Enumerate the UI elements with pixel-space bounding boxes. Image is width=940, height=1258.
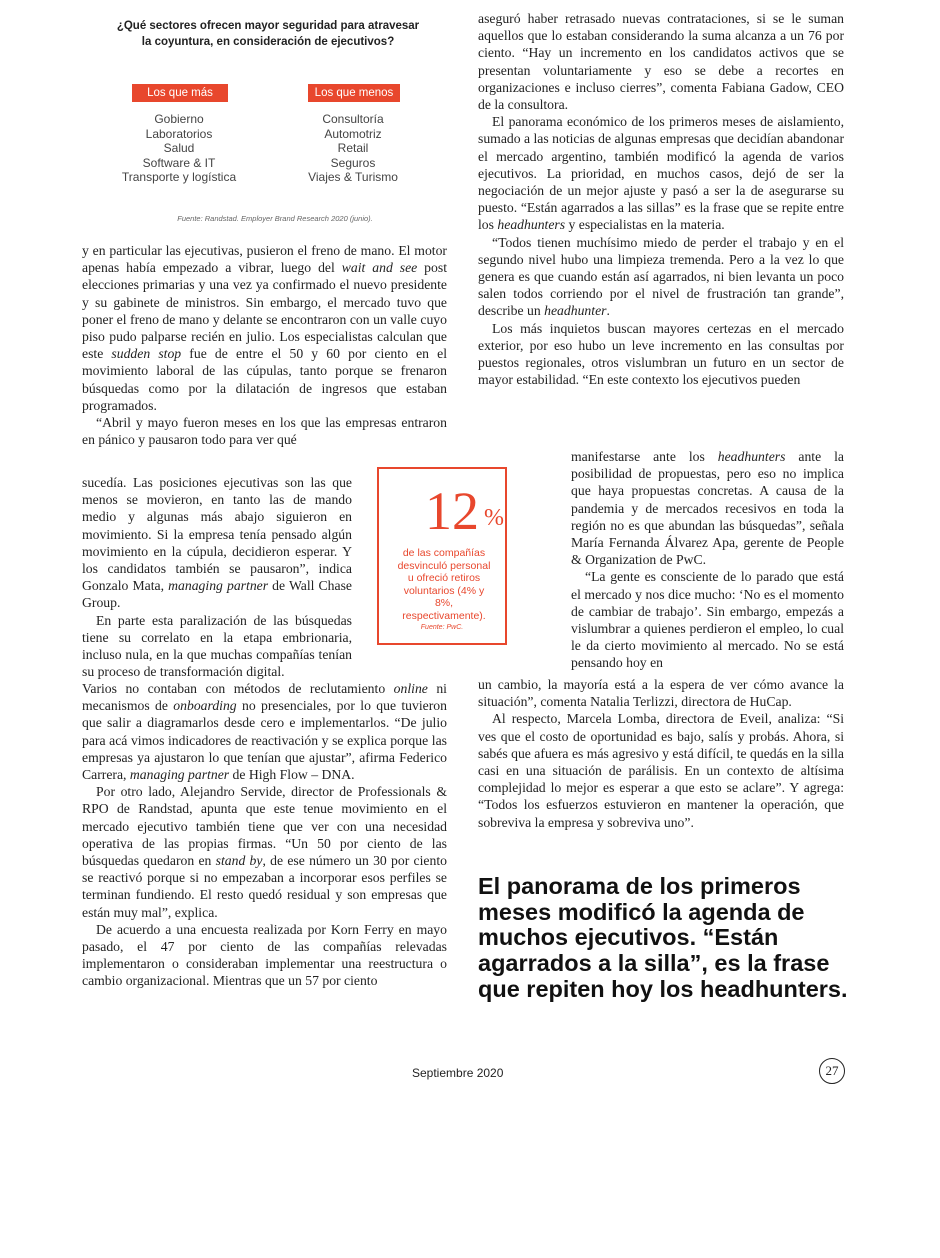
footer-date: Septiembre 2020 xyxy=(412,1066,504,1080)
emphasis: sudden stop xyxy=(111,346,182,362)
emphasis: wait and see xyxy=(341,260,418,276)
list-item: Retail xyxy=(337,141,369,155)
left-column-block-3 xyxy=(82,680,447,990)
list-item: Viajes & Turismo xyxy=(308,170,398,184)
sector-sidebar xyxy=(82,8,454,226)
right-column-block-1 xyxy=(478,10,844,388)
stat-number: 12 xyxy=(425,481,479,541)
paragraph: sucedía. Las posiciones ejecutivas son las que menos se movieron, en tanto las de mando medio y algunas más abajo siguieron en movimiento. Si la empresa tenía pensado algún movimiento en la cúpula, decidieron esperar. Y los candidatos también se pausaron”, indica Gonzalo Mata, managing partner de Wall Chase Group. xyxy=(82,475,353,611)
paragraph: y en particular las ejecutivas, pusieron el freno de mano. El motor apenas había empezado a vibrar, luego del wait and see post elecciones primarias y una vez ya confirmado el nuevo presidente y su gabinete de ministros. Sin embargo, el mercado tuvo que poner el freno de mano y delante se encontraron con un valle cuyo piso pudo palparse recién en julio. Los especialistas calculan que este sudden stop fue de entre el 50 y 60 por ciento en el movimiento laboral de las cúpulas, tanto porque se frenaron búsquedas como por la dilatación de ingresos que estaban programados. xyxy=(82,243,447,413)
emphasis: headhunters xyxy=(717,449,786,464)
list-item: Gobierno xyxy=(154,112,204,126)
paragraph: un cambio, la mayoría está a la espera de ver cómo avance la situación”, comenta Natalia Terlizzi, directora de HuCap. xyxy=(478,677,844,710)
stat-source: Fuente: PwC. xyxy=(420,624,464,631)
list-item: Transporte y logística xyxy=(121,170,237,184)
most-secure-header: Los que más xyxy=(132,84,228,102)
least-secure-header: Los que menos xyxy=(308,84,400,102)
left-column-block-2 xyxy=(82,474,352,680)
list-item: Seguros xyxy=(330,155,376,170)
paragraph: En parte esta paralización de las búsquedas tiene su correlato en la etapa embrionaria, incluso nula, en la que muchas compañías tenían su proceso de transformación digital. xyxy=(82,612,352,680)
emphasis: managing partner xyxy=(129,767,230,783)
right-column-block-3 xyxy=(478,676,844,831)
list-item: Consultoría xyxy=(322,112,384,126)
emphasis: online xyxy=(393,681,428,696)
sidebar-title xyxy=(82,18,454,50)
page-number: 27 xyxy=(819,1058,845,1084)
list-item: Automotriz xyxy=(324,126,382,141)
list-item: Software & IT xyxy=(142,155,216,170)
emphasis: managing partner xyxy=(168,578,269,594)
sidebar-source: Fuente: Randstad. Employer Brand Research 2020 (junio). xyxy=(177,214,373,223)
stat-percent: % xyxy=(484,505,504,531)
list-item: Laboratorios xyxy=(145,126,213,141)
emphasis: onboarding xyxy=(173,698,237,714)
sidebar-title-line2: la coyuntura, en consideración de ejecutivos? xyxy=(141,36,395,48)
stat-text: de las compañías desvinculó personal u ofreció retiros voluntarios (4% y 8%, respectivamente). xyxy=(397,547,491,622)
list-item: Salud xyxy=(163,141,195,155)
paragraph: Los más inquietos buscan mayores certezas en el mercado exterior, por eso hubo un leve incremento en las consultas por puestos regionales, otros vislumbran un futuro en un sector de mayor estabilidad. “En este contexto los ejecutivos pueden xyxy=(478,320,844,388)
emphasis: stand by xyxy=(215,853,263,869)
right-column-block-2 xyxy=(571,448,844,672)
paragraph: manifestarse ante los headhunters ante la posibilidad de propuestas, pero eso no implica que haya propuestas concretas. A causa de la pandemia y de mercados recesivos en toda la región no es que abundan las búsquedas”, señala María Fernanda Álvarez Apa, gerente de People & Organization de PwC. xyxy=(571,449,844,568)
pull-quote: El panorama de los primeros meses modificó la agenda de muchos ejecutivos. “Están agarrados a la silla”, es la frase que repiten hoy los headhunters. xyxy=(478,873,848,1002)
paragraph: “Abril y mayo fueron meses en los que las empresas entraron en pánico y pausaron todo para ver qué xyxy=(82,415,447,448)
stat-box xyxy=(377,467,507,645)
paragraph: aseguró haber retrasado nuevas contrataciones, si se le suman aquellos que lo estaban considerando la suma alcanza a un 76 por ciento. “Hay un incremento en los candidatos activos que se presentan voluntariamente y eso se debe a recortes en organizaciones e incluso cierres”, comenta Fabiana Gadow, CEO de la consultora. xyxy=(478,11,844,113)
sidebar-title-line1: ¿Qué sectores ofrecen mayor seguridad para atravesar xyxy=(116,20,420,32)
paragraph: El panorama económico de los primeros meses de aislamiento, sumado a las noticias de algunas empresas que decidían abandonar el mercado argentino, también modificó la agenda de varios ejecutivos. La prioridad, en muchos casos, dejó de ser la negociación de un mejor ajuste y pasó a ser la de asegurarse su puesto. “Están agarrados a las sillas” es la frase que se repite entre los headhunters y especialistas en la materia. xyxy=(478,114,845,233)
paragraph: “La gente es consciente de lo parado que está el mercado y nos dice mucho: ‘No es el momento de cambiar de trabajo’. Sin embargo, empezás a vislumbrar a quienes perdieron el empleo, lo cual le da cierto movimiento al mercado. No se está pensando hoy en xyxy=(571,569,844,671)
paragraph: Por otro lado, Alejandro Servide, director de Professionals & RPO de Randstad, apunta que este tenue movimiento en el mercado ejecutivo también tiene que ver con una necesidad operativa de las propias firmas. “Un 50 por ciento de las búsquedas quedaron en stand by, de ese número un 30 por ciento se reactivó porque si no empezaban a incorporar esos perfiles se terminan fundiendo. El resto quedó residual y son empresas que están muy mal”, explica. xyxy=(82,784,447,920)
emphasis: headhunter xyxy=(544,303,607,319)
paragraph: De acuerdo a una encuesta realizada por Korn Ferry en mayo pasado, el 47 por ciento de las compañías relevadas implementaron o consideraban implementar una reestructura o cambio organizacional. Mientras que un 57 por ciento xyxy=(82,921,447,989)
least-secure-list xyxy=(268,112,438,185)
emphasis: headhunters xyxy=(497,217,566,233)
paragraph: “Todos tienen muchísimo miedo de perder el trabajo y en el segundo nivel hubo una limpieza tremenda. Pero a la vez lo que genera es que cuando están así agarrados, ni bien levanta un poco salen todos corriendo por el nivel de frustración tan grande”, describe un headhunter. xyxy=(478,234,844,319)
left-column-block-1 xyxy=(82,242,447,448)
paragraph: Al respecto, Marcela Lomba, directora de Eveil, analiza: “Si ves que el costo de oportunidad es bajo, salís y probás. Ahora, si sabés que afuera es más agresivo y está difícil, te quedás en la silla casi en una situación de parálisis. En un contexto de altísima complejidad lo mejor es esperar a que esto se aclare”. Y agrega: “Todos los esfuerzos estuvieron en mantener la operación, que sobreviva la empresa y sobreviva uno”. xyxy=(478,711,844,830)
most-secure-list xyxy=(94,112,264,185)
paragraph: Varios no contaban con métodos de reclutamiento online ni mecanismos de onboarding no presenciales, por lo que tuvieron que salir a diagramarlos desde cero e implementarlos. “De julio para acá vimos indicadores de reactivación y se explica porque las empresas ya ajustaron lo que tenían que ajustar”, afirma Federico Carrera, managing partner de High Flow – DNA. xyxy=(82,681,447,783)
